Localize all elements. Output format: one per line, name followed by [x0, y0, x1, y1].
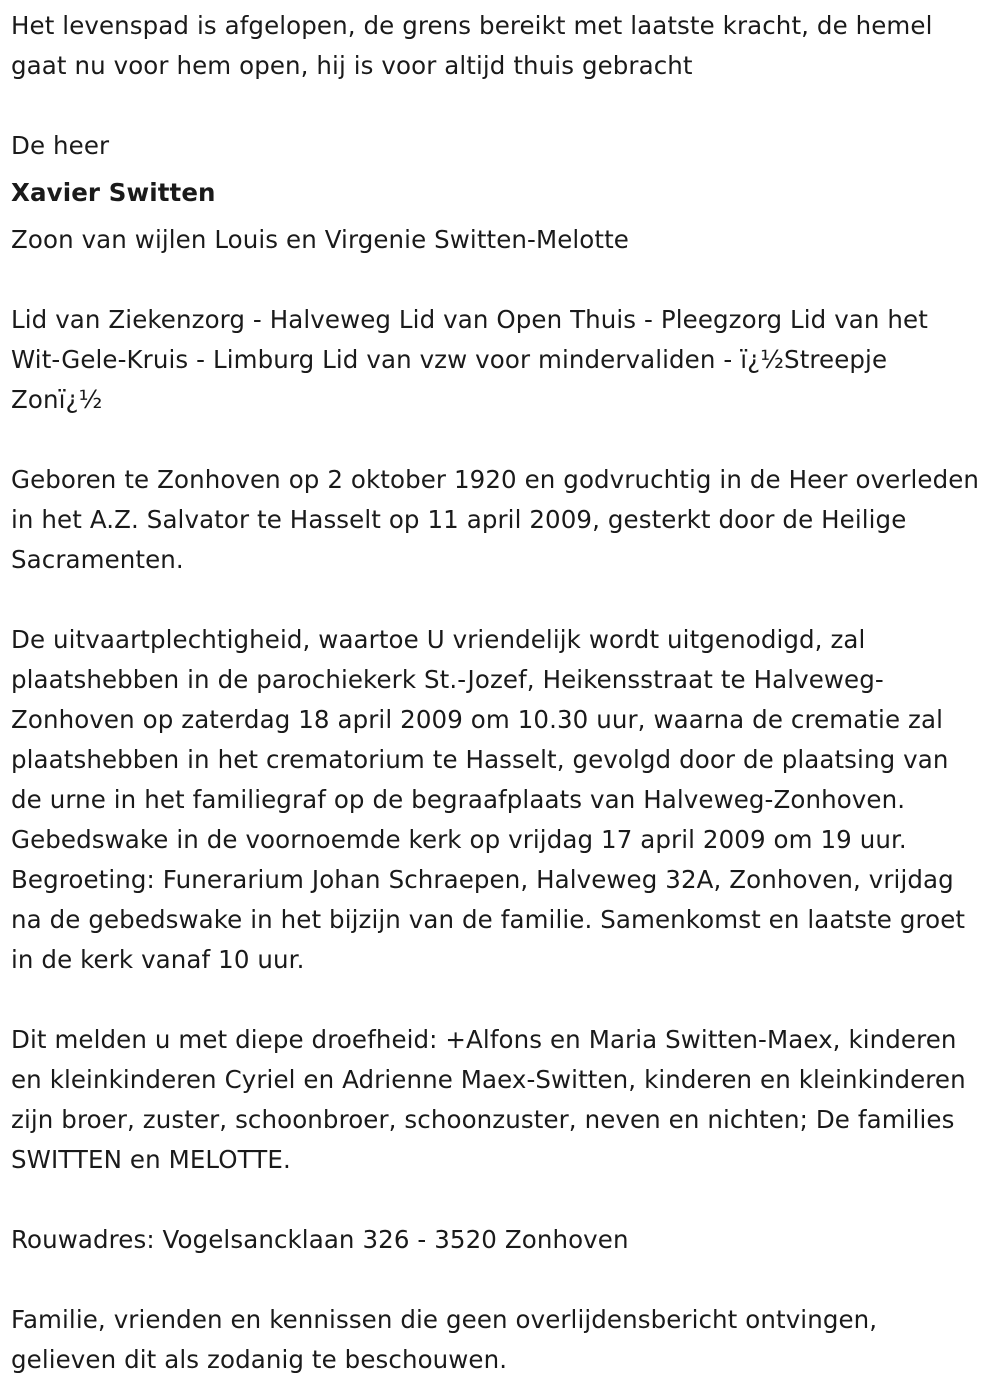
birth-death-paragraph: Geboren te Zonhoven op 2 oktober 1920 en godvruchtig in de Heer overleden in het A.Z. Salvator te Hasselt op 11 april 2009, gesterkt door de Heilige Sacramenten.: [11, 465, 980, 574]
spacer: [11, 580, 986, 620]
spacer: [11, 260, 986, 300]
funeral-paragraph: De uitvaartplechtigheid, waartoe U vriendelijk wordt uitgenodigd, zal plaatshebben in de parochiekerk St.-Jozef, Heikensstraat te Halveweg-Zonhoven op zaterdag 18 april 2009 om 10.30 uur, waarna de crematie zal plaatshebben in het crematorium te Hasselt, gevolgd door de plaatsing van de urne in het familiegraf op de begraafplaats van Halveweg-Zonhoven. Gebedswake in de voornoemde kerk op vrijdag 17 april 2009 om 19 uur. Begroeting: Funerarium Johan Schraepen, Halveweg 32A, Zonhoven, vrijdag na de gebedswake in het bijzijn van de familie. Samenkomst en laatste groet in de kerk vanaf 10 uur.: [11, 625, 966, 974]
spacer: [11, 1180, 986, 1220]
spacer: [11, 420, 986, 460]
announcers-paragraph: Dit melden u met diepe droefheid: +Alfons en Maria Switten-Maex, kinderen en kleinkinderen Cyriel en Adrienne Maex-Switten, kinderen en kleinkinderen zijn broer, zuster, schoonbroer, schoonzuster, neven en nichten; De families SWITTEN en MELOTTE.: [11, 1025, 966, 1174]
memberships-paragraph: Lid van Ziekenzorg - Halveweg Lid van Open Thuis - Pleegzorg Lid van het Wit-Gele-Kruis - Limburg Lid van vzw voor mindervaliden - ï¿½Streepje Zonï¿½: [11, 305, 928, 414]
closing-paragraph: Familie, vrienden en kennissen die geen overlijdensbericht ontvingen, gelieven dit als zodanig te beschouwen.: [11, 1305, 878, 1374]
intro-verse: Het levenspad is afgelopen, de grens bereikt met laatste kracht, de hemel gaat nu voor hem open, hij is voor altijd thuis gebracht: [11, 11, 933, 80]
salutation: De heer: [11, 131, 110, 160]
spacer: [11, 980, 986, 1020]
spacer: [11, 86, 986, 126]
spacer: [11, 1260, 986, 1300]
deceased-name: Xavier Switten: [11, 178, 216, 207]
mourning-address: Rouwadres: Vogelsancklaan 326 - 3520 Zonhoven: [11, 1225, 629, 1254]
parents-line: Zoon van wijlen Louis en Virgenie Switten-Melotte: [11, 225, 629, 254]
